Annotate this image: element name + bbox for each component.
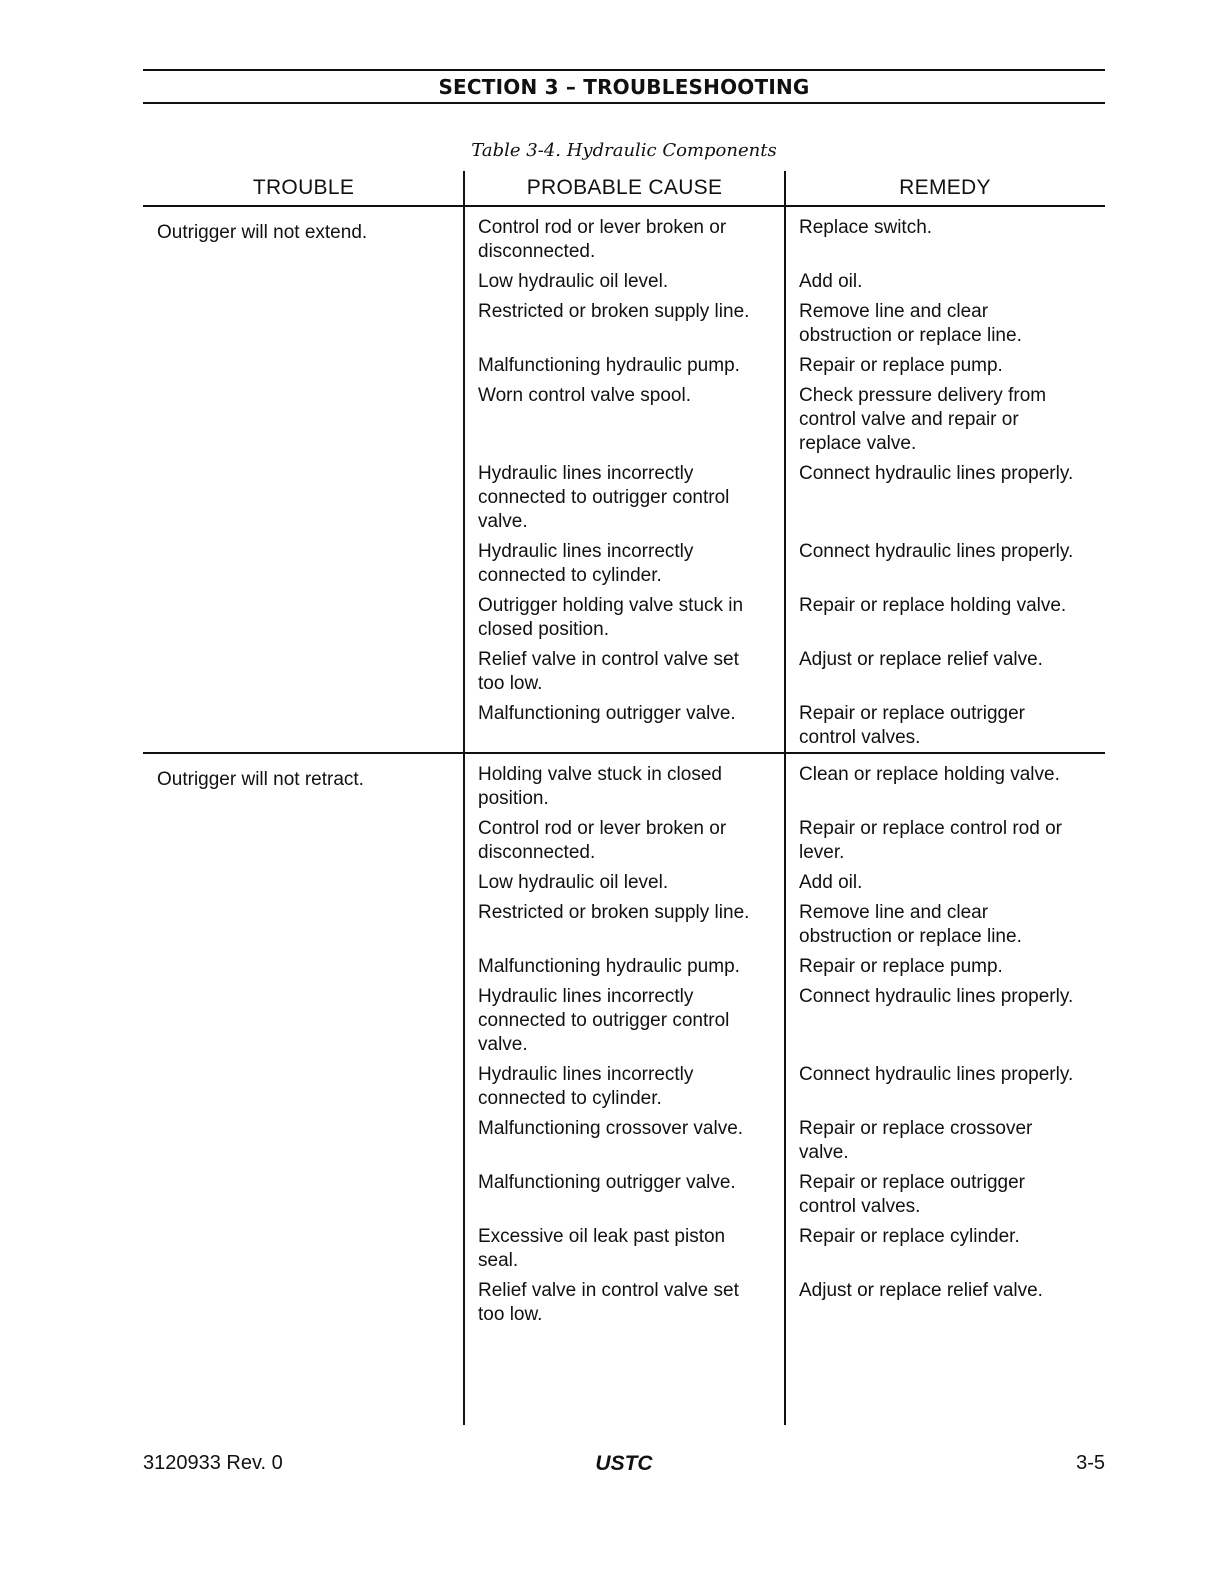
remedy-line: Adjust or replace relief valve. — [799, 1280, 1043, 1301]
column-header-remedy: REMEDY — [899, 176, 991, 199]
remedy-cell — [785, 348, 1105, 378]
remedy-cell — [785, 865, 1105, 895]
probable-cause-cell — [464, 895, 785, 949]
remedy-cell — [785, 1057, 1105, 1111]
cause-line: too low. — [478, 1304, 543, 1325]
remedy-line: Repair or replace pump. — [799, 355, 1003, 376]
column-divider — [463, 171, 465, 1425]
remedy-cell — [785, 1273, 1105, 1327]
column-divider — [784, 171, 786, 1425]
cause-line: Malfunctioning hydraulic pump. — [478, 355, 740, 376]
cause-line: disconnected. — [478, 241, 596, 262]
probable-cause-cell — [464, 865, 785, 895]
remedy-line: Remove line and clear — [799, 902, 989, 923]
cause-line: Control rod or lever broken or — [478, 217, 727, 238]
remedy-line: Connect hydraulic lines properly. — [799, 463, 1074, 484]
probable-cause-cell — [464, 1057, 785, 1111]
cause-line: Low hydraulic oil level. — [478, 271, 669, 292]
cause-line: position. — [478, 788, 549, 809]
remedy-line: control valves. — [799, 727, 921, 748]
cause-line: valve. — [478, 511, 528, 532]
remedy-cell — [785, 264, 1105, 294]
table-header-row — [143, 171, 1105, 207]
column-header-trouble: TROUBLE — [252, 176, 355, 199]
probable-cause-cell — [464, 811, 785, 865]
remedy-cell — [785, 895, 1105, 949]
remedy-line: valve. — [799, 1142, 849, 1163]
cause-line: connected to cylinder. — [478, 1088, 662, 1109]
remedy-line: Adjust or replace relief valve. — [799, 649, 1043, 670]
probable-cause-cell — [464, 456, 785, 534]
cause-line: Hydraulic lines incorrectly — [478, 1064, 694, 1085]
remedy-line: Repair or replace outrigger — [799, 1172, 1026, 1193]
cause-line: connected to outrigger control — [478, 487, 730, 508]
cause-line: connected to outrigger control — [478, 1010, 730, 1031]
cause-line: disconnected. — [478, 842, 596, 863]
probable-cause-cell — [464, 642, 785, 696]
remedy-cell — [785, 642, 1105, 696]
cause-line: Restricted or broken supply line. — [478, 301, 750, 322]
cause-line: Malfunctioning outrigger valve. — [478, 703, 736, 724]
section-title: SECTION 3 – TROUBLESHOOTING — [438, 74, 810, 99]
remedy-cell — [785, 588, 1105, 642]
cause-line: Malfunctioning hydraulic pump. — [478, 956, 740, 977]
cause-line: Relief valve in control valve set — [478, 1280, 739, 1301]
cause-line: Hydraulic lines incorrectly — [478, 541, 694, 562]
probable-cause-cell — [464, 696, 785, 750]
cause-line: Malfunctioning outrigger valve. — [478, 1172, 736, 1193]
brand-name: USTC — [595, 1452, 653, 1475]
page-number: 3-5 — [1076, 1452, 1105, 1474]
cause-line: too low. — [478, 673, 543, 694]
section-header — [143, 69, 1105, 104]
remedy-cell — [785, 1111, 1105, 1165]
cause-line: Worn control valve spool. — [478, 385, 691, 406]
cause-line: valve. — [478, 1034, 528, 1055]
cause-line: Outrigger holding valve stuck in — [478, 595, 744, 616]
remedy-line: Repair or replace crossover — [799, 1118, 1033, 1139]
trouble-group — [143, 754, 1105, 1327]
column-header-probable-cause: PROBABLE CAUSE — [526, 176, 723, 199]
document-number: 3120933 Rev. 0 — [143, 1452, 283, 1474]
cause-line — [478, 432, 777, 456]
probable-cause-cell — [464, 1219, 785, 1273]
page-footer — [143, 1452, 1105, 1478]
table-caption: Table 3-4. Hydraulic Components — [471, 140, 777, 161]
remedy-line: Connect hydraulic lines properly. — [799, 1064, 1074, 1085]
cause-line: closed position. — [478, 619, 609, 640]
remedy-line: Add oil. — [799, 872, 863, 893]
cause-line — [478, 1195, 777, 1219]
troubleshooting-table — [143, 171, 1105, 1425]
remedy-line: Check pressure delivery from — [799, 385, 1047, 406]
cause-line — [478, 925, 777, 949]
probable-cause-cell — [464, 979, 785, 1057]
cause-line — [478, 324, 777, 348]
remedy-cell — [785, 696, 1105, 750]
probable-cause-cell — [464, 534, 785, 588]
remedy-cell — [785, 456, 1105, 534]
remedy-cell — [785, 534, 1105, 588]
remedy-line: Repair or replace holding valve. — [799, 595, 1067, 616]
remedy-cell — [785, 1219, 1105, 1273]
remedy-cell — [785, 979, 1105, 1057]
probable-cause-cell — [464, 294, 785, 348]
remedy-line: Repair or replace outrigger — [799, 703, 1026, 724]
cause-line: Control rod or lever broken or — [478, 818, 727, 839]
probable-cause-cell — [464, 1165, 785, 1219]
trouble-cell: Outrigger will not retract. — [157, 769, 364, 790]
remedy-line: obstruction or replace line. — [799, 926, 1022, 947]
remedy-line: Remove line and clear — [799, 301, 989, 322]
cause-line: Holding valve stuck in closed — [478, 764, 722, 785]
cause-line — [478, 726, 777, 750]
probable-cause-cell — [464, 348, 785, 378]
remedy-line: control valves. — [799, 1196, 921, 1217]
remedy-line: control valve and repair or — [799, 409, 1019, 430]
remedy-line: Clean or replace holding valve. — [799, 764, 1060, 785]
remedy-cell — [785, 757, 1105, 811]
remedy-line: Connect hydraulic lines properly. — [799, 986, 1074, 1007]
remedy-line: Connect hydraulic lines properly. — [799, 541, 1074, 562]
cause-line: Excessive oil leak past piston — [478, 1226, 726, 1247]
remedy-cell — [785, 949, 1105, 979]
remedy-line: Add oil. — [799, 271, 863, 292]
cause-line — [478, 408, 777, 432]
probable-cause-cell — [464, 588, 785, 642]
remedy-line: Repair or replace control rod or — [799, 818, 1062, 839]
remedy-line: Repair or replace pump. — [799, 956, 1003, 977]
remedy-line: Replace switch. — [799, 217, 933, 238]
cause-line: connected to cylinder. — [478, 565, 662, 586]
remedy-cell — [785, 294, 1105, 348]
trouble-cell: Outrigger will not extend. — [157, 222, 368, 243]
cause-line — [478, 1141, 777, 1165]
cause-line: Low hydraulic oil level. — [478, 872, 669, 893]
remedy-line: replace valve. — [799, 433, 917, 454]
cause-line: Restricted or broken supply line. — [478, 902, 750, 923]
probable-cause-cell — [464, 210, 785, 264]
cause-line: Malfunctioning crossover valve. — [478, 1118, 744, 1139]
cause-line: Relief valve in control valve set — [478, 649, 739, 670]
cause-line: Hydraulic lines incorrectly — [478, 463, 694, 484]
trouble-group — [143, 207, 1105, 754]
probable-cause-cell — [464, 949, 785, 979]
probable-cause-cell — [464, 1111, 785, 1165]
probable-cause-cell — [464, 264, 785, 294]
cause-line: seal. — [478, 1250, 519, 1271]
remedy-line: obstruction or replace line. — [799, 325, 1022, 346]
probable-cause-cell — [464, 1273, 785, 1327]
remedy-cell — [785, 378, 1105, 456]
remedy-line: Repair or replace cylinder. — [799, 1226, 1020, 1247]
cause-line: Hydraulic lines incorrectly — [478, 986, 694, 1007]
table-body — [143, 207, 1105, 1327]
probable-cause-cell — [464, 378, 785, 456]
remedy-cell — [785, 811, 1105, 865]
remedy-cell — [785, 210, 1105, 264]
probable-cause-cell — [464, 757, 785, 811]
remedy-line: lever. — [799, 842, 845, 863]
remedy-cell — [785, 1165, 1105, 1219]
